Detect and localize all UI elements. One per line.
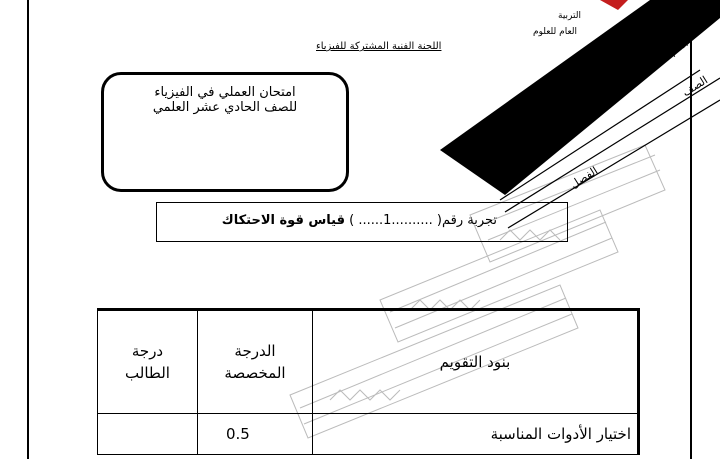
exam-title-line-2: للصف الحادي عشر العلمي <box>152 100 298 115</box>
grading-table <box>97 308 640 455</box>
ministry-line-1: التربية <box>558 11 581 21</box>
table-row <box>98 414 639 455</box>
student-section-label: الفصل <box>568 164 601 192</box>
exam-title-line-1: امتحان العملي في الفيزياء <box>154 85 296 100</box>
ministry-line-2: العام للعلوم <box>533 27 578 37</box>
header-student-grade: درجة الطالب <box>98 310 198 414</box>
student-name-label: اسم الطالب <box>636 36 691 78</box>
committee-title: اللجنة الفنية المشتركة للفيزياء <box>316 41 442 52</box>
experiment-box <box>156 202 568 242</box>
logo-fragment <box>600 0 628 10</box>
student-class-label: الصف <box>680 73 711 100</box>
max-grade-cell: 0.5 <box>198 414 313 455</box>
grading-header-row <box>98 310 639 414</box>
student-grade-cell[interactable] <box>98 414 198 455</box>
experiment-number: تجربة رقم( ..........1...... ) <box>349 213 497 228</box>
header-evaluation-items: بنود التقويم <box>313 310 639 414</box>
experiment-title <box>222 213 497 228</box>
evaluation-item-cell: اختيار الأدوات المناسبة <box>313 414 639 455</box>
header-max-grade: الدرجة المخصصة <box>198 310 313 414</box>
experiment-name: قياس قوة الاحتكاك <box>221 213 345 228</box>
